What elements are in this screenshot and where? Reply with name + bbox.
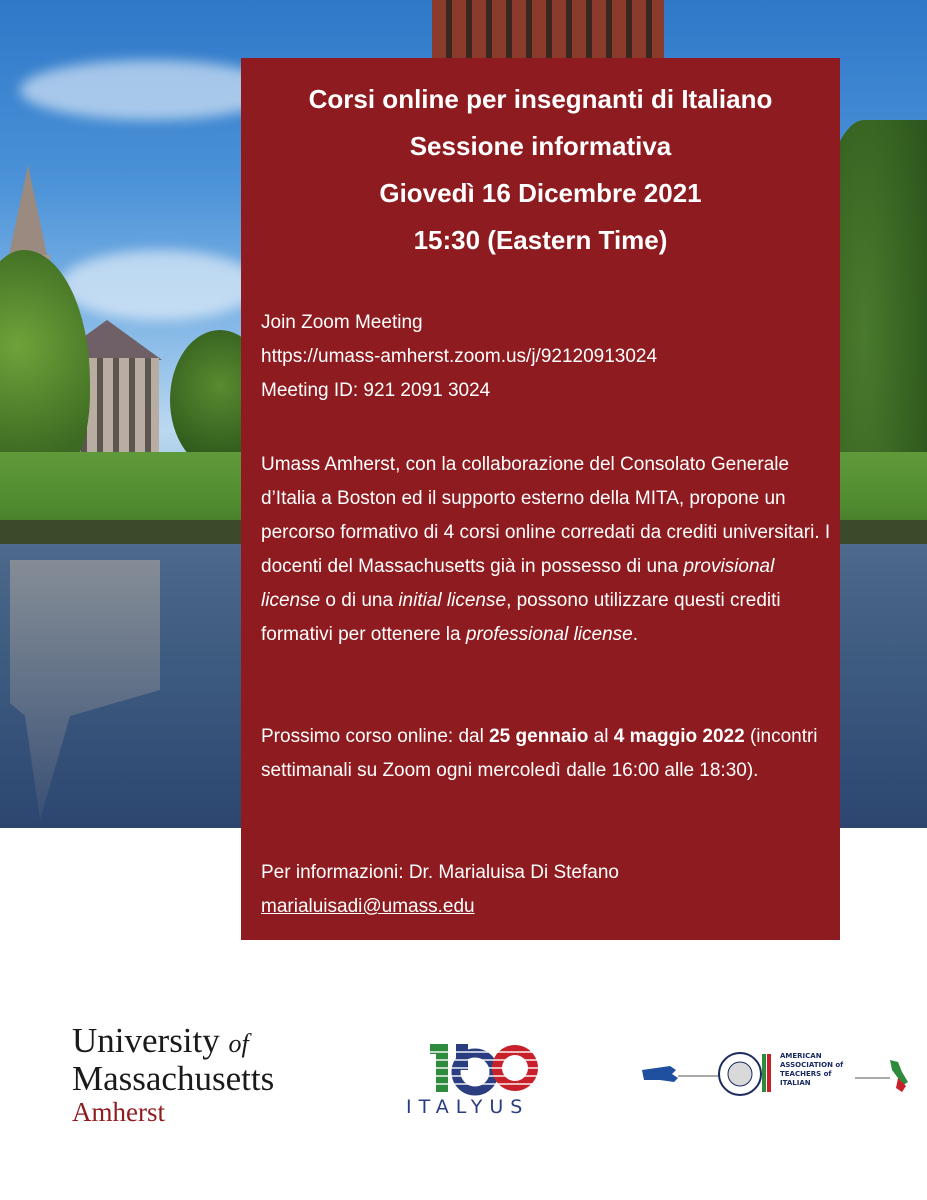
chapel-spire <box>8 165 48 260</box>
umass-amherst-logo <box>72 1021 275 1127</box>
event-date: Giovedì 16 Dicembre 2021 <box>379 178 702 208</box>
session-title: Sessione informativa <box>409 131 672 161</box>
contact-email-link[interactable]: marialuisadi@umass.edu <box>261 896 475 917</box>
logo-text: University <box>72 1021 220 1060</box>
contact-info <box>261 856 831 924</box>
event-heading <box>241 76 840 264</box>
description-text: o di una <box>320 590 399 611</box>
cloud <box>60 250 260 320</box>
zoom-meeting-id: Meeting ID: 921 2091 3024 <box>261 380 491 401</box>
clock-tower <box>432 0 664 60</box>
logo-text: Massachusetts <box>72 1059 275 1098</box>
next-course-text: Prossimo corso online: dal <box>261 726 490 747</box>
course-start-date: 25 gennaio <box>489 726 589 747</box>
event-time: 15:30 (Eastern Time) <box>413 225 668 255</box>
info-panel <box>241 58 840 940</box>
description-text: Umass Amherst, con la collaborazione del Consolato Generale d’Italia a Boston ed il supporto esterno della MITA, propone un percorso formativo di 4 corsi online corredati da crediti universitari. I docenti del Massachusetts già in possesso di una <box>261 454 831 577</box>
next-course-text: al <box>588 726 614 747</box>
course-description <box>261 448 831 652</box>
initial-license-term: initial license <box>398 590 507 611</box>
next-course <box>261 720 831 788</box>
zoom-link[interactable]: https://umass-amherst.zoom.us/j/92120913024 <box>261 346 658 367</box>
zoom-details <box>261 306 831 408</box>
next-course-text: (incontri settimanali su Zoom ogni mercoledì dalle 16:00 alle 18:30). <box>261 726 818 781</box>
course-end-date: 4 maggio 2022 <box>613 726 745 747</box>
provisional-license-term: provisional license <box>261 556 775 611</box>
professional-license-term: professional license <box>465 624 633 645</box>
contact-label: Per informazioni: Dr. Marialuisa Di Stefano <box>261 862 619 883</box>
logo-text: Amherst <box>72 1097 165 1127</box>
italyus-160-logo <box>400 1038 570 1128</box>
aati-text: AMERICAN ASSOCIATION of TEACHERS of ITALIAN <box>780 1052 844 1087</box>
description-text: , possono utilizzare questi crediti formativi per ottenere la <box>261 590 781 645</box>
italyus-160-mark-icon <box>400 1038 570 1098</box>
course-title: Corsi online per insegnanti di Italiano <box>308 84 773 114</box>
logo-text: of <box>228 1029 249 1058</box>
description-text: . <box>632 624 639 645</box>
zoom-join-label: Join Zoom Meeting <box>261 312 423 333</box>
italyus-wordmark: ITALYUS <box>406 1096 530 1118</box>
aati-logo <box>640 1048 910 1098</box>
aati-emblem-icon <box>640 1048 910 1098</box>
